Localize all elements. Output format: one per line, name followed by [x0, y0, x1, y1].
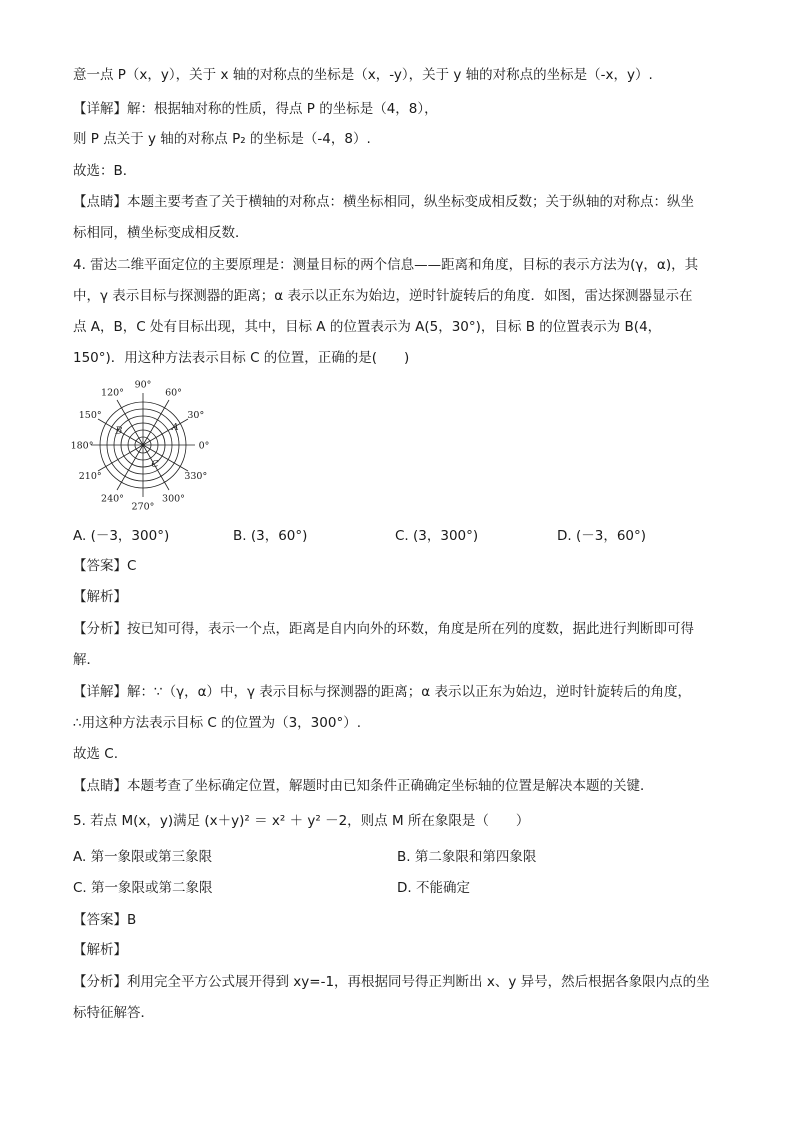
q4-option-d: D. (－3，60°)	[557, 528, 647, 544]
analysis-text: 按已知可得，表示一个点，距离是自内向外的环数，角度是所在列的度数，据此进行判断即可得	[127, 621, 694, 637]
radar-point-label: C	[151, 459, 159, 471]
answer-tag: 【答案】	[73, 558, 127, 574]
analysis-text: 利用完全平方公式展开得到 xy=-1，再根据同号得正判断出 x、y 异号，然后根据各象限内点的坐	[127, 974, 710, 990]
detail-tag: 【详解】	[73, 101, 127, 117]
radar-point-label: B	[115, 425, 123, 437]
q5-option-b: B. 第二象限和第四象限	[397, 849, 537, 865]
detail-text: 解：根据轴对称的性质，得点 P 的坐标是（4，8），	[127, 101, 438, 117]
radar-angle-label: 120°	[101, 387, 124, 399]
text-line: 标特征解答．	[73, 1005, 154, 1021]
radar-point-labels	[114, 422, 178, 470]
radar-angle-label: 60°	[165, 387, 182, 399]
comment-tag: 【点睛】	[73, 778, 127, 794]
radar-angle-label: 180°	[70, 440, 94, 452]
text-line: 意一点 P（x，y），关于 x 轴的对称点的坐标是（x，-y），关于 y 轴的对称点的坐标是（-x，y）.	[73, 67, 653, 83]
radar-angle-label: 330°	[184, 471, 208, 482]
analysis-line	[73, 973, 710, 991]
answer-value: B	[127, 912, 137, 928]
comment-text: 本题考查了坐标确定位置，解题时由已知条件正确确定坐标轴的位置是解决本题的关键．	[127, 778, 654, 794]
answer-line	[73, 557, 136, 575]
question-4-line: 点 A，B，C 处有目标出现，其中，目标 A 的位置表示为 A(5，30°)，目标 B 的位置表示为 B(4，	[73, 319, 662, 335]
comment-text: 本题主要考查了关于横轴的对称点：横坐标相同，纵坐标变成相反数；关于纵轴的对称点：纵坐	[127, 194, 694, 210]
analysis-heading: 【解析】	[73, 942, 127, 958]
question-4-line: 中，γ 表示目标与探测器的距离；α 表示以正东为始边，逆时针旋转后的角度．如图，雷达探测器显示在	[73, 288, 693, 304]
radar-angle-label: 90°	[134, 379, 152, 391]
radar-angle-label: 150°	[78, 410, 102, 421]
text-line: 故选：B．	[73, 163, 137, 179]
answer-tag: 【答案】	[73, 912, 127, 928]
comment-tag: 【点睛】	[73, 194, 127, 210]
radar-angle-label: 300°	[162, 493, 185, 505]
q5-option-c: C. 第一象限或第二象限	[73, 880, 213, 896]
radar-point-label: A	[171, 422, 179, 433]
comment-line	[73, 777, 654, 795]
analysis-tag: 【分析】	[73, 974, 127, 990]
text-line: ∴用这种方法表示目标 C 的位置为（3，300°）.	[73, 715, 361, 731]
radar-angle-label: 0°	[198, 440, 210, 452]
radar-angle-label: 270°	[131, 501, 155, 513]
text-line: 标相同，横坐标变成相反数．	[73, 225, 249, 241]
radar-angle-label: 240°	[101, 493, 124, 505]
analysis-heading: 【解析】	[73, 589, 127, 605]
detail-line	[73, 683, 691, 701]
radar-angle-label: 210°	[78, 471, 102, 482]
text-line: 故选 C.	[73, 746, 119, 762]
detail-text: 解：∵（γ，α）中，γ 表示目标与探测器的距离；α 表示以正东为始边，逆时针旋转后的角度，	[127, 684, 691, 700]
question-4-line: 150°)．用这种方法表示目标 C 的位置，正确的是( )	[73, 350, 410, 366]
detail-line	[73, 100, 438, 118]
answer-value: C	[127, 558, 137, 574]
answer-line	[73, 911, 136, 929]
q4-option-c: C. (3，300°)	[395, 528, 479, 544]
detail-tag: 【详解】	[73, 684, 127, 700]
q4-option-a: A. (－3，300°)	[73, 528, 170, 544]
q5-option-a: A. 第一象限或第三象限	[73, 849, 213, 865]
question-5-line: 5. 若点 M(x，y)满足 (x＋y)² ＝ x² ＋ y² －2，则点 M 所在象限是（ ）	[73, 813, 530, 829]
comment-line	[73, 193, 694, 211]
radar-spokes	[91, 393, 195, 497]
text-line: 解．	[73, 652, 100, 668]
radar-angle-label: 30°	[187, 410, 205, 421]
q4-option-b: B. (3，60°)	[233, 528, 308, 544]
analysis-line	[73, 620, 694, 638]
analysis-tag: 【分析】	[73, 621, 127, 637]
radar-angle-labels	[71, 380, 210, 513]
text-line: 则 P 点关于 y 轴的对称点 P₂ 的坐标是（-4，8）.	[73, 131, 371, 147]
q5-option-d: D. 不能确定	[397, 880, 470, 896]
question-4-line: 4. 雷达二维平面定位的主要原理是：测量目标的两个信息——距离和角度，目标的表示方法为(γ，α)，其	[73, 257, 699, 273]
radar-figure	[70, 378, 223, 513]
